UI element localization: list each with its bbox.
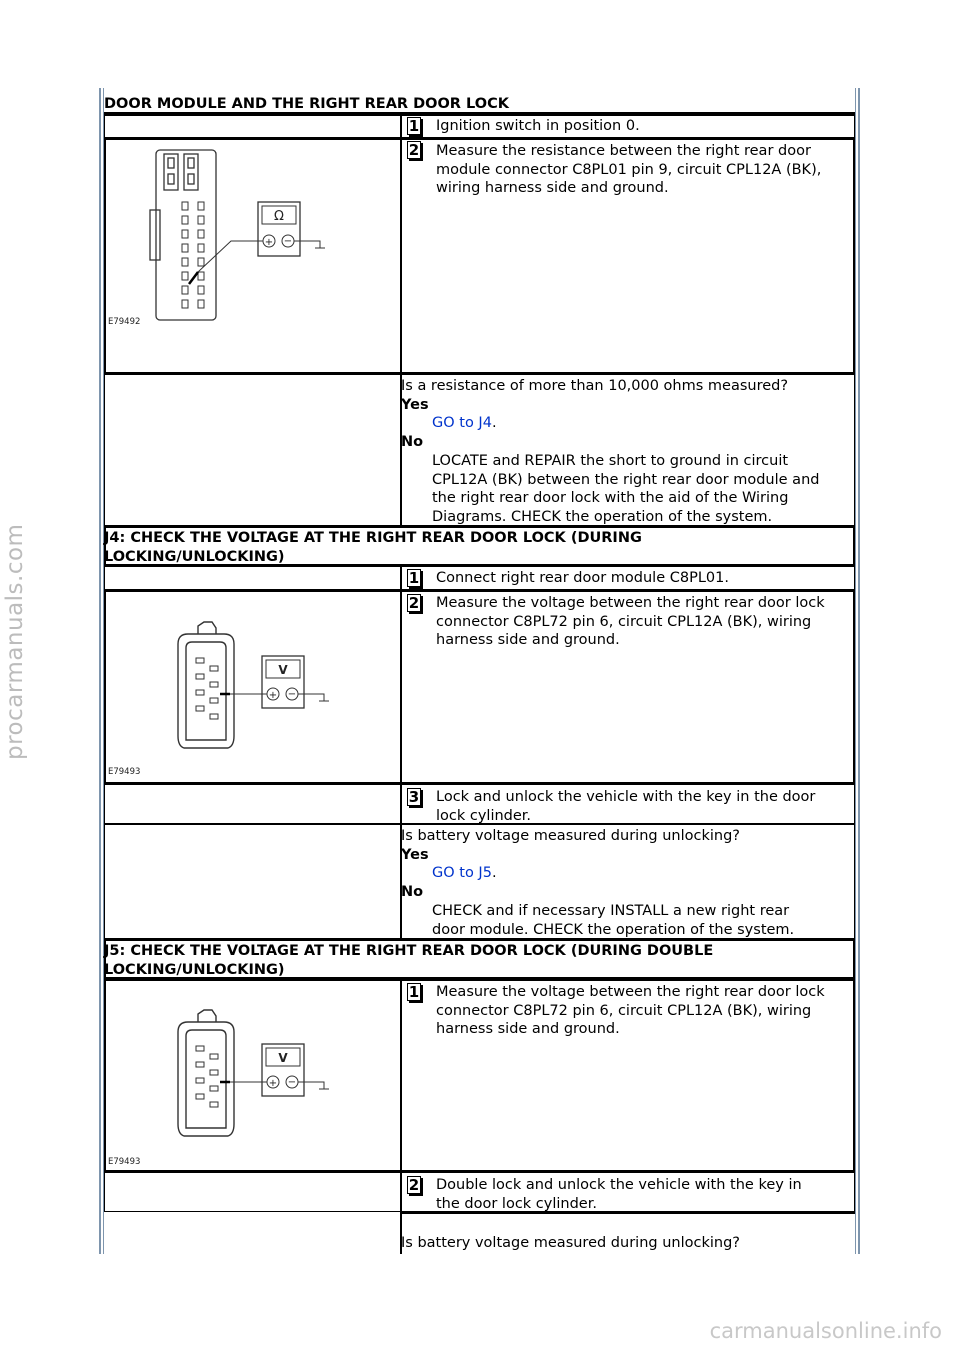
column-divider <box>400 590 402 784</box>
connector-voltage-figure <box>106 618 398 778</box>
yes-label: Yes <box>401 847 429 863</box>
connector-voltage-figure <box>106 1008 398 1168</box>
svg-text:E79492: E79492 <box>108 317 141 327</box>
step-text: Measure the resistance between the right rear door module connector C8PL01 pin 9, circuit CPL12A (BK), wiring harness side and ground. <box>436 143 822 196</box>
step-number: 1 <box>408 983 420 1001</box>
no-label: No <box>401 884 424 900</box>
page-border-right <box>858 88 860 1254</box>
watermark-left: procarmanuals.com <box>2 523 28 760</box>
goto-j4-link[interactable]: GO to J4 <box>432 415 492 431</box>
question-text: Is a resistance of more than 10,000 ohms measured? <box>401 378 789 394</box>
step-number: 3 <box>408 788 420 806</box>
no-action: CHECK and if necessary INSTALL a new right rear door module. CHECK the operation of the system. <box>432 903 795 938</box>
svg-text:Ω: Ω <box>274 209 284 224</box>
page-border-right-inner <box>855 88 856 1254</box>
column-divider <box>400 566 402 590</box>
svg-text:+: + <box>268 690 278 701</box>
column-divider <box>400 784 402 824</box>
column-divider <box>400 979 402 1172</box>
step-text: Ignition switch in position 0. <box>436 118 640 134</box>
yes-action: GO to J5. <box>432 865 497 881</box>
svg-text:E79493: E79493 <box>108 767 141 777</box>
page-border-left <box>99 88 101 1254</box>
step-text: Connect right rear door module C8PL01. <box>436 570 729 586</box>
step-number: 2 <box>408 141 420 159</box>
svg-text:−: − <box>287 1077 297 1088</box>
svg-text:+: + <box>264 237 274 248</box>
question-text: Is battery voltage measured during unlocking? <box>401 1235 740 1251</box>
step-number: 1 <box>408 569 420 587</box>
no-label: No <box>401 434 424 450</box>
section-title: J5: CHECK THE VOLTAGE AT THE RIGHT REAR DOOR LOCK (DURING DOUBLE LOCKING/UNLOCKING) <box>104 943 714 978</box>
watermark-bottom: carmanualsonline.info <box>709 1319 942 1343</box>
svg-text:+: + <box>268 1078 278 1089</box>
yes-action: GO to J4. <box>432 415 497 431</box>
yes-label: Yes <box>401 397 429 413</box>
step-number: 2 <box>408 1176 420 1194</box>
section-title: DOOR MODULE AND THE RIGHT REAR DOOR LOCK <box>104 96 509 112</box>
column-divider <box>400 1172 402 1212</box>
svg-text:−: − <box>287 689 297 700</box>
step-text: Measure the voltage between the right rear door lock connector C8PL72 pin 6, circuit CPL12A (BK), wiring harness side and ground. <box>436 595 825 648</box>
goto-j5-link[interactable]: GO to J5 <box>432 865 492 881</box>
column-divider <box>400 138 402 374</box>
connector-resistance-figure <box>106 140 398 332</box>
column-divider <box>400 115 402 138</box>
step-number: 1 <box>408 117 420 135</box>
step-text: Measure the voltage between the right rear door lock connector C8PL72 pin 6, circuit CPL12A (BK), wiring harness side and ground. <box>436 984 825 1037</box>
svg-text:V: V <box>278 663 288 677</box>
no-action: LOCATE and REPAIR the short to ground in circuit CPL12A (BK) between the right rear door module and the right rear door lock with the aid of the Wiring Diagrams. CHECK the operation of the system. <box>432 453 820 525</box>
step-text: Double lock and unlock the vehicle with the key in the door lock cylinder. <box>436 1177 802 1212</box>
svg-text:−: − <box>283 236 293 247</box>
section-title: J4: CHECK THE VOLTAGE AT THE RIGHT REAR DOOR LOCK (DURING LOCKING/UNLOCKING) <box>104 530 642 565</box>
step-text: Lock and unlock the vehicle with the key in the door lock cylinder. <box>436 789 816 824</box>
question-text: Is battery voltage measured during unlocking? <box>401 828 740 844</box>
row-rule <box>400 1212 855 1214</box>
step-number: 2 <box>408 594 420 612</box>
svg-text:E79493: E79493 <box>108 1157 141 1167</box>
svg-text:V: V <box>278 1051 288 1065</box>
